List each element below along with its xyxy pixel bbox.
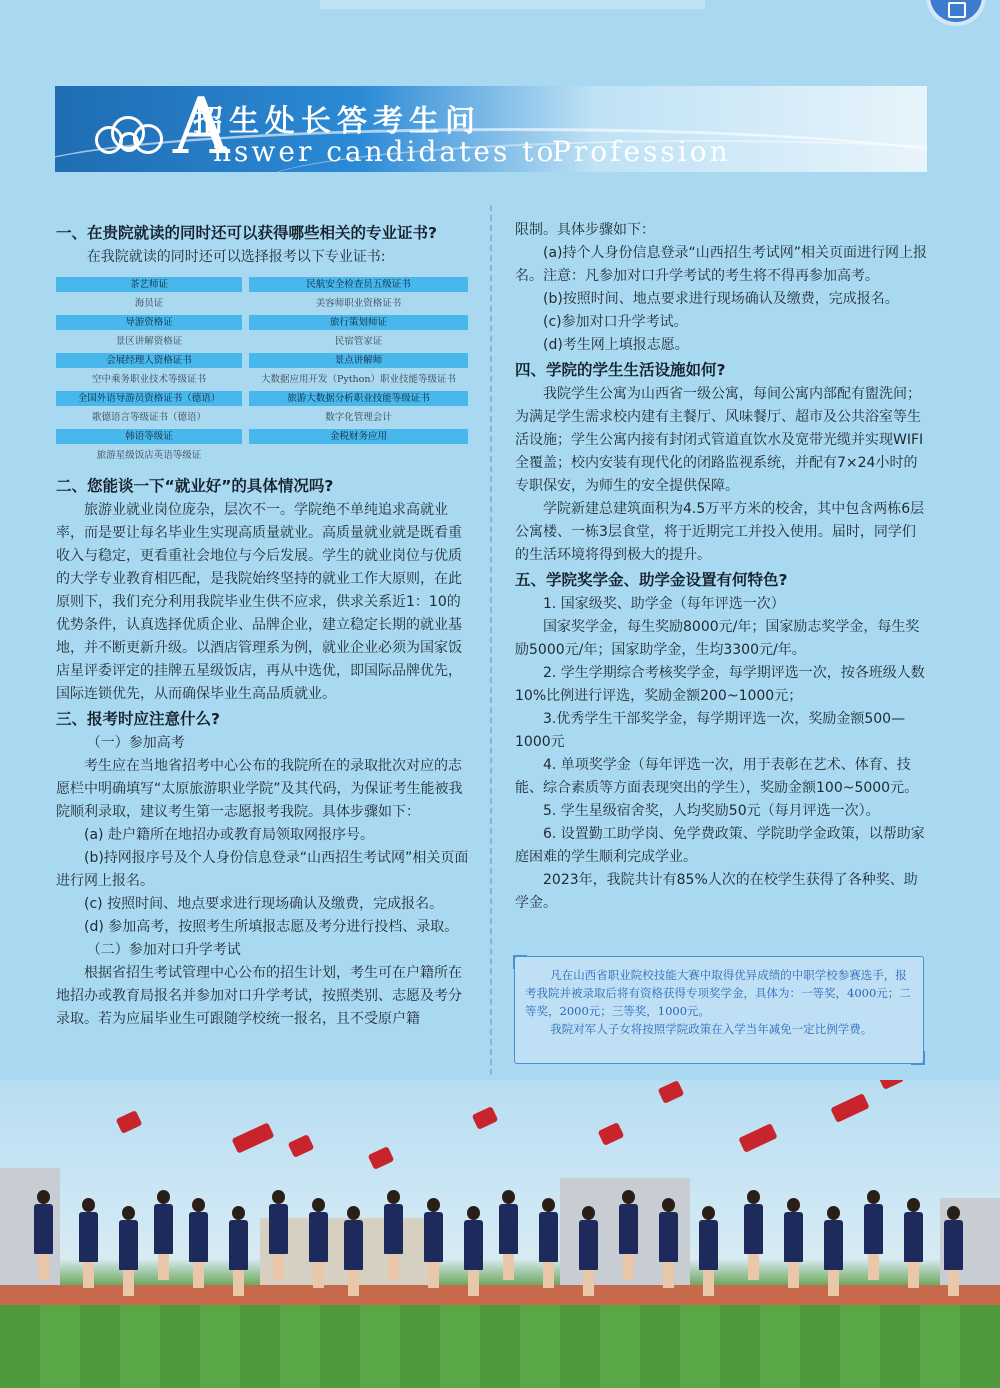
cert-item: 歌德语言等级证书（德语） [91,412,206,423]
student-figure [185,1198,211,1290]
student-figure [150,1190,176,1282]
r-step-b: (b)按照时间、地点要求进行现场确认及缴费，完成报名。 [543,291,899,307]
hat-icon [116,1110,143,1134]
cert-item: 景区讲解资格证 [115,336,183,347]
q3-step-b: (b)持网报序号及个人身份信息登录“山西招生考试网”相关页面进行网上报名。 [56,850,469,889]
student-figure [655,1198,681,1290]
cert-item: 导游资格证 [56,315,242,330]
notice-paragraph-2: 我院对军人子女将按照学院政策在入学当年减免一定比例学费。 [550,1022,873,1036]
cert-item: 民宿管家证 [334,336,383,347]
q2-heading: 二、您能谈一下“就业好”的具体情况吗? [56,477,334,495]
scholarship-6: 6. 设置勤工助学岗、免学费政策、学院助学金政策，以帮助家庭困难的学生顺利完成学业。 [515,826,925,865]
q3-heading: 三、报考时应注意什么? [56,710,220,728]
cert-item: 会展经理人资格证书 [56,353,242,368]
q5-heading: 五、学院奖学金、助学金设置有何特色? [515,571,788,589]
r-step-a: (a)持个人身份信息登录“山西招生考试网”相关页面进行网上报名。注意：凡参加对口升学考试的考生将不得再参加高考。 [515,245,928,284]
cert-item: 空中乘务职业技术等级证书 [91,374,206,385]
q3-step-a: (a) 赴户籍所在地招办或教育局领取网报序号。 [84,827,374,843]
section-header-banner [55,86,927,172]
hat-icon [598,1122,625,1146]
continued-text: 限制。具体步骤如下： [515,222,655,238]
student-figure [380,1190,406,1282]
hat-icon [658,1080,685,1104]
student-figure [495,1190,521,1282]
right-column [515,219,927,915]
q3-step-c: (c) 按照时间、地点要求进行现场确认及缴费，完成报名。 [84,896,444,912]
cert-item: 美容师职业资格证书 [315,298,402,309]
student-figure [900,1198,926,1290]
student-figure [615,1190,641,1282]
student-figure [575,1206,601,1298]
cloud-icon [91,112,171,158]
running-track [0,1285,1000,1307]
r-step-c: (c)参加对口升学考试。 [543,314,688,330]
grass-field [0,1305,1000,1388]
top-bar [320,0,705,9]
q3-subheading-1: （一）参加高考 [86,735,185,751]
cert-item [249,448,468,463]
cert-item: 大数据应用开发（Python）职业技能等级证书 [260,374,457,385]
cert-item: 民航安全检查员五级证书 [249,277,468,292]
student-figure [30,1190,56,1282]
column-divider [490,205,492,1075]
scholarship-3: 3.优秀学生干部奖学金，每学期评选一次，奖励金额500—1000元 [515,711,906,750]
hat-icon [288,1134,315,1158]
page-title: 招生处长答考生问 [193,104,481,139]
student-figure [460,1206,486,1298]
r-step-d: (d)考生网上填报志愿。 [543,337,689,353]
scholarship-1-title: 1. 国家级奖、助学金（每年评选一次） [543,596,785,612]
scholarship-summary: 2023年，我院共计有85%人次的在校学生获得了各种奖、助学金。 [515,872,918,911]
graduation-photo [0,1080,1000,1388]
cert-item: 茶艺师证 [56,277,242,292]
hat-icon [738,1123,777,1153]
q3-paragraph-2: 根据省招生考试管理中心公布的招生计划，考生可在户籍所在地招办或教育局报名并参加对口升学考试，按照类别、志愿及考分录取。若为应届毕业生可跟随学校统一报名，且不受原户籍 [56,965,462,1027]
q4-paragraph-2: 学院新建总建筑面积为4.5万平方米的校舍，其中包含两栋6层公寓楼、一栋3层食堂，将于近期完工并投入使用。届时，同学们的生活环境将得到极大的提升。 [515,501,925,563]
hat-icon [878,1080,905,1090]
q1-heading: 一、在贵院就读的同时还可以获得哪些相关的专业证书? [56,224,437,242]
cert-item: 旅行策划师证 [249,315,468,330]
hat-icon [472,1106,499,1130]
student-figure [225,1206,251,1298]
bracket-corner [911,1051,925,1065]
cert-item: 景点讲解师 [249,353,468,368]
scholarship-2: 2. 学生学期综合考核奖学金，每学期评选一次，按各班级人数10%比例进行评选，奖励金额200~1000元； [515,665,925,704]
q4-heading: 四、学院的学生生活设施如何? [515,361,726,379]
student-figure [780,1198,806,1290]
bracket-corner [513,955,527,969]
q2-answer: 旅游业就业岗位庞杂，层次不一。学院绝不单纯追求高就业率，而是要让每名毕业生实现高质量就业。高质量就业就是既看重收入与稳定，更看重社会地位与今后发展。学生的就业岗位与优质的大学专业教育相匹配，是我院始终坚持的就业工作大原则，在此原则下，我们充分利用我院毕业生供不应求，供求关系近1：10的优势条件，认真选择优质企业、品牌企业，建立稳定长期的就业基地，并不断更新升级。以酒店管理系为例，就业企业必须为国家饭店星评委评定的挂牌五星级饭店，再从中选优，即国际品牌优先，国际连锁优先，从而确保毕业生高品质就业。 [56,502,462,702]
cert-item: 海员证 [134,298,164,309]
cert-item: 旅游星级饭店英语等级证 [96,450,202,461]
student-figure [940,1206,966,1298]
title-initial: A [173,86,230,172]
notice-paragraph-1: 凡在山西省职业院校技能大赛中取得优异成绩的中职学校参赛选手，报考我院并被录取后将有资格获得专项奖学金，具体为：一等奖，4000元；二等奖，2000元；三等奖，1000元。 [525,968,911,1018]
hat-icon [368,1146,395,1170]
student-figure [420,1198,446,1290]
student-figure [695,1206,721,1298]
student-figure [340,1206,366,1298]
certificate-grid [56,277,470,463]
cert-item: 旅游大数据分析职业技能等级证书 [249,391,468,406]
cert-item: 数字化管理会计 [325,412,392,423]
q3-paragraph-1: 考生应在当地省招考中心公布的我院所在的录取批次对应的志愿栏中明确填写“太原旅游职业学院”及其代码，为保证考生能被我院顺利录取，建议考生第一志愿报考我院。具体步骤如下： [56,758,463,820]
corner-action-button[interactable] [930,0,982,22]
student-figure [740,1190,766,1282]
notice-box [514,956,924,1064]
student-figure [305,1198,331,1290]
scholarship-4: 4. 单项奖学金（每年评选一次，用于表彰在艺术、体育、技能、综合素质等方面表现突出的学生），奖励金额100~5000元。 [515,757,919,796]
page-subtitle: nswer candidates to [213,135,557,168]
q1-intro: 在我院就读的同时还可以选择报考以下专业证书: [86,249,386,265]
student-figure [860,1190,886,1282]
page-icon [948,2,966,18]
student-figure [75,1198,101,1290]
cert-item: 金税财务应用 [249,429,468,444]
student-figure [820,1206,846,1298]
hat-icon [231,1122,274,1153]
page-subtitle-overlap: Profession [552,135,731,168]
hat-icon [830,1093,869,1123]
student-figure [535,1198,561,1290]
left-column [56,220,470,1031]
scholarship-1-text: 国家奖学金，每生奖励8000元/年；国家励志奖学金，每生奖励5000元/年；国家助学金，生均3300元/年。 [515,619,920,658]
q3-subheading-2: （二）参加对口升学考试 [86,942,241,958]
q4-paragraph-1: 我院学生公寓为山西省一级公寓，每间公寓内部配有盥洗间；为满足学生需求校内建有主餐厅、风味餐厅、超市及公共浴室等生活设施；学生公寓内接有封闭式管道直饮水及宽带光缆并实现WIFI全覆盖；校内安装有现代化的闭路监视系统，并配有7×24小时的专职保安，为师生的安全提供保障。 [515,386,924,494]
student-figure [265,1190,291,1282]
scholarship-5: 5. 学生星级宿舍奖，人均奖励50元（每月评选一次）。 [543,803,880,819]
cert-item: 全国外语导游员资格证书（德语） [56,391,242,406]
student-figure [115,1206,141,1298]
cert-item: 韩语等级证 [56,429,242,444]
q3-step-d: (d) 参加高考，按照考生所填报志愿及考分进行投档、录取。 [84,919,459,935]
